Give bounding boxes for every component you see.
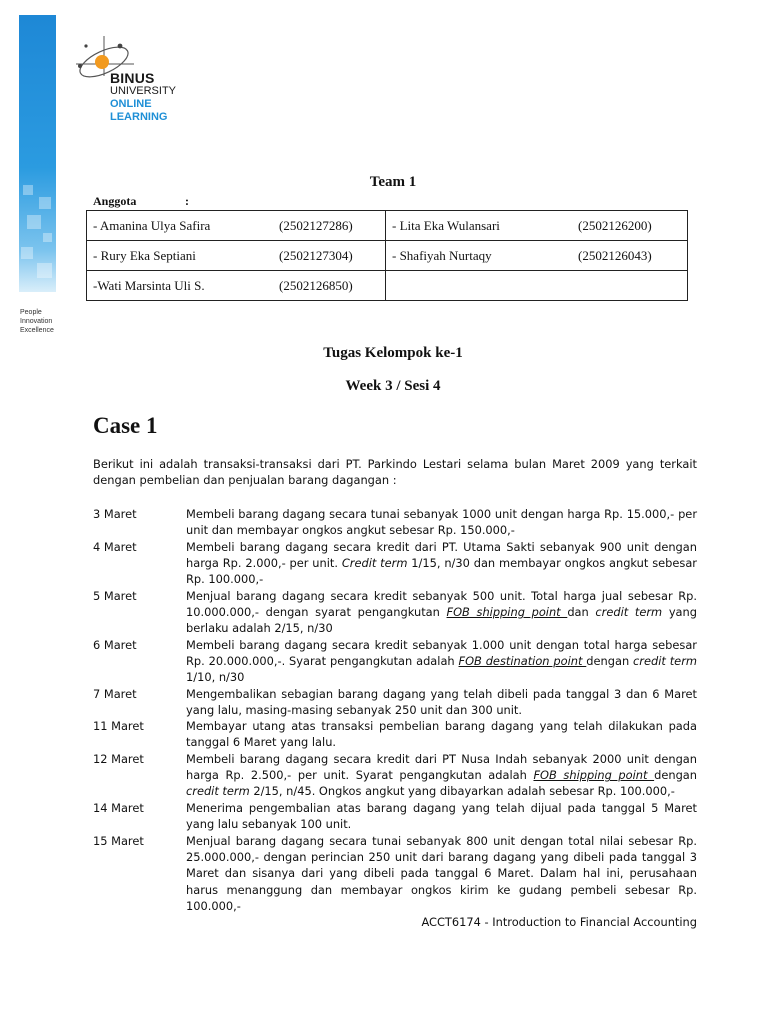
- italic-term: credit term: [186, 784, 250, 799]
- text-part: Menjual barang dagang secara kredit sebanyak 500 unit. Total harga jual sebesar Rp. 10.000.000,- dengan syarat pengangkutan: [186, 589, 697, 620]
- transaction-text: [186, 539, 697, 588]
- transaction-text: [186, 588, 697, 637]
- tagline-line: Excellence: [20, 327, 54, 334]
- member-cell: [386, 241, 688, 271]
- transaction-date: 7 Maret: [93, 687, 137, 701]
- brand-stripe: [19, 15, 56, 292]
- tagline: [20, 308, 54, 335]
- text-part: Membeli barang dagang secara kredit dari PT Nusa Indah sebanyak 2000 unit dengan harga Rp. 2.500,- per unit. Syarat pengangkutan adalah: [186, 752, 697, 783]
- team-title: Team 1: [369, 174, 417, 190]
- course-footer: ACCT6174 - Introduction to Financial Accounting: [421, 915, 697, 929]
- member-cell: [87, 241, 386, 271]
- member-cell-empty: [386, 271, 688, 301]
- text-part: Membeli barang dagang secara kredit sebanyak 1.000 unit dengan total harga sebesar Rp. 20.000.000,-. Syarat pengangkutan adalah: [186, 638, 697, 669]
- italic-term: Credit term: [341, 556, 408, 571]
- case-title: Case 1: [93, 413, 158, 438]
- intro-paragraph: Berikut ini adalah transaksi-transaksi dari PT. Parkindo Lestari selama bulan Maret 2009 yang terkait dengan pembelian dan penjualan barang dagangan :: [93, 457, 697, 488]
- transaction-text: Mengembalikan sebagian barang dagang yang telah dibeli pada tanggal 3 dan 6 Maret yang lalu, masing-masing sebanyak 250 unit dan 300 unit.: [186, 687, 697, 718]
- italic-term: credit term: [633, 654, 697, 669]
- member: [93, 271, 385, 300]
- anggota-colon: :: [185, 194, 189, 208]
- member-cell: [386, 211, 688, 241]
- text-part: 1/10, n/30: [186, 670, 245, 685]
- member-name: - Shafiyah Nurtaqy: [392, 248, 492, 263]
- text-part: 2/15, n/45. Ongkos angkut yang dibayarkan adalah sebesar Rp. 100.000,-: [249, 784, 675, 799]
- transaction-date: 11 Maret: [93, 719, 144, 733]
- text-part: 1/15, n/30 dan membayar ongkos angkut sebesar Rp. 100.000,-: [186, 556, 697, 587]
- italic-term: credit term: [595, 605, 663, 620]
- tagline-line: Innovation: [20, 318, 53, 325]
- transaction-date: 15 Maret: [93, 834, 144, 848]
- logo-online: ONLINE: [110, 98, 152, 110]
- transaction-text: [186, 637, 697, 686]
- logo-binus: BINUS: [110, 70, 155, 86]
- member-id: (2502127304): [279, 248, 353, 263]
- text-part: yang berlaku adalah 2/15, n/30: [186, 605, 697, 636]
- member-id: (2502126850): [279, 278, 353, 293]
- member-name: - Rury Eka Septiani: [93, 248, 196, 263]
- member-cell: [87, 271, 386, 301]
- transaction-date: 5 Maret: [93, 589, 137, 603]
- transaction-text: Membeli barang dagang secara tunai sebanyak 1000 unit dengan harga Rp. 15.000,- per unit dan membayar ongkos angkut sebesar Rp. 150.000,-: [186, 507, 697, 538]
- transaction-text: Membayar utang atas transaksi pembelian barang dagang yang telah dilakukan pada tanggal 6 Maret yang lalu.: [186, 719, 697, 750]
- member-name: - Lita Eka Wulansari: [392, 218, 500, 233]
- transaction-text: Menerima pengembalian atas barang dagang yang telah dijual pada tanggal 5 Maret yang lalu sebanyak 100 unit.: [186, 801, 697, 832]
- underlined-term: FOB destination point: [458, 654, 587, 669]
- anggota-label: [93, 194, 189, 209]
- member-name: -Wati Marsinta Uli S.: [93, 278, 205, 293]
- text-part: dengan: [654, 768, 697, 783]
- member-id: (2502126043): [578, 248, 652, 263]
- transaction-date: 4 Maret: [93, 540, 137, 554]
- member-name: - Amanina Ulya Safira: [93, 218, 211, 233]
- underlined-term: FOB shipping point: [533, 768, 655, 783]
- text-part: dan: [567, 605, 596, 620]
- anggota-text: Anggota: [93, 194, 137, 208]
- transaction-date: 12 Maret: [93, 752, 144, 766]
- member: [93, 211, 385, 240]
- transaction-date: 3 Maret: [93, 507, 137, 521]
- tugas-title: Tugas Kelompok ke-1: [323, 345, 463, 361]
- member-cell: [87, 211, 386, 241]
- tagline-line: People: [20, 309, 42, 316]
- table-row: [87, 211, 688, 241]
- members-table: [86, 210, 688, 301]
- member: [392, 241, 687, 270]
- transaction-date: 6 Maret: [93, 638, 137, 652]
- table-row: [87, 271, 688, 301]
- member-id: (2502127286): [279, 218, 353, 233]
- member-id: (2502126200): [578, 218, 652, 233]
- logo-text: [110, 72, 176, 124]
- text-part: dengan: [586, 654, 634, 669]
- logo-learning: LEARNING: [110, 111, 168, 123]
- member: [392, 211, 687, 240]
- logo-university: UNIVERSITY: [110, 85, 177, 97]
- member: [93, 241, 385, 270]
- text-part: Membeli barang dagang secara kredit dari PT. Utama Sakti sebanyak 900 unit dengan harga Rp. 2.000,- per unit.: [186, 540, 697, 571]
- table-row: [87, 241, 688, 271]
- week-title: Week 3 / Sesi 4: [345, 378, 441, 394]
- underlined-term: FOB shipping point: [446, 605, 568, 620]
- transaction-text: Menjual barang dagang secara tunai sebanyak 800 unit dengan total nilai sebesar Rp. 25.000.000,- dengan perincian 250 unit dari barang dagang yang dibeli pada tanggal 3 Maret dan sisanya dari yang dibeli pada tanggal 6 Maret. Dalam hal ini, perusahaan harus menanggung dan membayar ongkos kirim ke gudang pembeli sebesar Rp. 100.000,-: [186, 834, 697, 913]
- transaction-text: [186, 751, 697, 800]
- transaction-date: 14 Maret: [93, 801, 144, 815]
